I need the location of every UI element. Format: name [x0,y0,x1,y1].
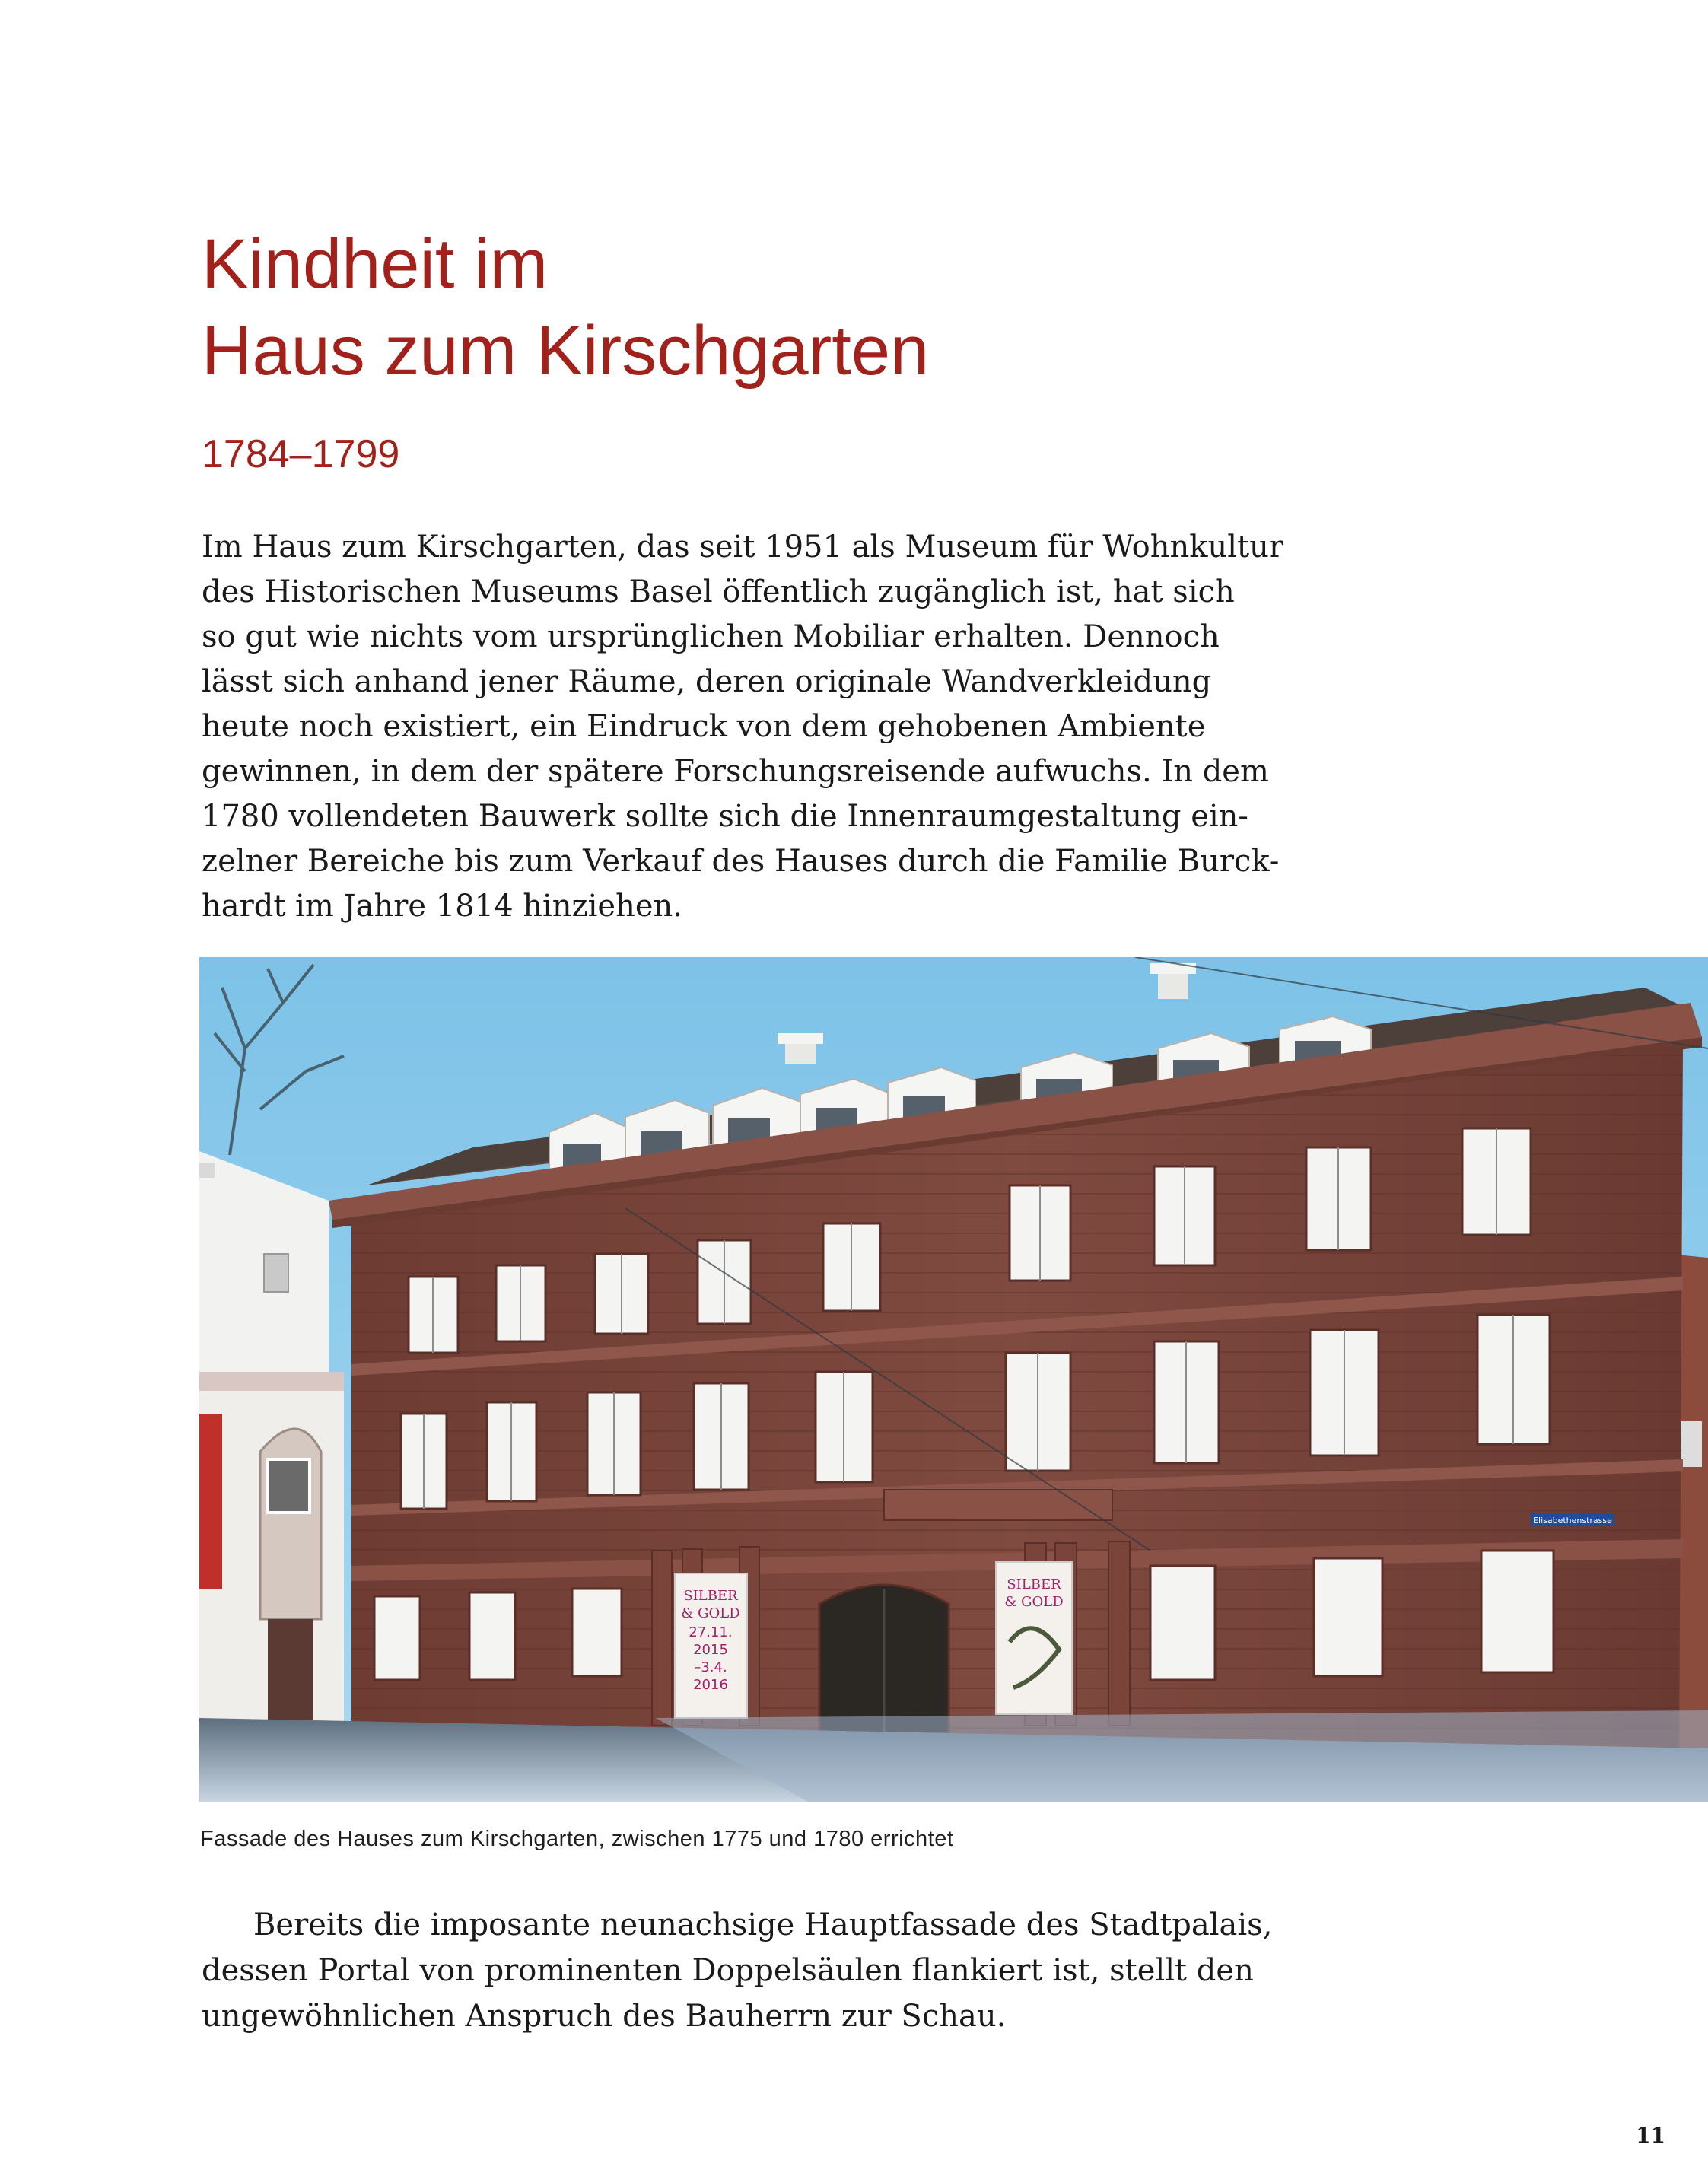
svg-text:2015: 2015 [693,1642,728,1658]
page-number: 11 [1636,2123,1665,2148]
paragraph-line: hardt im Jahre 1814 hinziehen. [202,889,682,924]
svg-text:–3.4.: –3.4. [694,1659,727,1675]
paragraph-line: zelner Bereiche bis zum Verkauf des Hauses durch die Familie Burck- [202,844,1280,879]
paragraph-line: 1780 vollendeten Bauwerk sollte sich die Innenraumgestaltung ein- [202,799,1248,834]
paragraph-line: heute noch existiert, ein Eindruck von dem gehobenen Ambiente [202,709,1206,744]
paragraph-line: Im Haus zum Kirschgarten, das seit 1951 als Museum für Wohnkultur [202,530,1284,565]
paragraph-line: dessen Portal von prominenten Doppelsäulen flankiert ist, stellt den [202,1953,1254,1988]
banner-left [675,1573,747,1718]
banner-right [996,1562,1072,1714]
chapter-years: 1784–1799 [202,432,400,476]
svg-text:& GOLD: & GOLD [1004,1594,1064,1610]
svg-text:& GOLD: & GOLD [681,1605,740,1621]
red-banner [199,1414,222,1589]
paragraph-line: des Historischen Museums Basel öffentlich zugänglich ist, hat sich [202,574,1235,609]
paragraph-line: gewinnen, in dem der spätere Forschungsreisende aufwuchs. In dem [202,754,1269,789]
svg-text:27.11.: 27.11. [689,1624,733,1640]
paragraph-line: lässt sich anhand jener Räume, deren originale Wandverkleidung [202,664,1212,699]
paragraph-line: ungewöhnlichen Anspruch des Bauherrn zur Schau. [202,1999,1007,2034]
svg-text:Elisabethenstrasse: Elisabethenstrasse [1533,1516,1612,1525]
svg-text:2016: 2016 [693,1677,728,1693]
chimney [785,1041,816,1064]
second-paragraph [202,1902,1273,2039]
chimney [1158,972,1188,999]
photo-caption: Fassade des Hauses zum Kirschgarten, zwischen 1775 und 1780 errichtet [200,1827,954,1851]
chapter-title-line-1: Kindheit im [202,225,549,303]
intro-paragraph [202,525,1284,929]
paragraph-line: Bereits die imposante neunachsige Hauptfassade des Stadtpalais, [253,1907,1273,1942]
paragraph-line: so gut wie nichts vom ursprünglichen Mobiliar erhalten. Dennoch [202,619,1220,654]
svg-text:SILBER: SILBER [1007,1576,1061,1592]
chapter-title-line-2: Haus zum Kirschgarten [202,312,930,390]
balcony [884,1490,1112,1520]
facade-photo [199,957,1708,1802]
svg-text:SILBER: SILBER [683,1588,738,1604]
chapter-title [202,221,929,394]
